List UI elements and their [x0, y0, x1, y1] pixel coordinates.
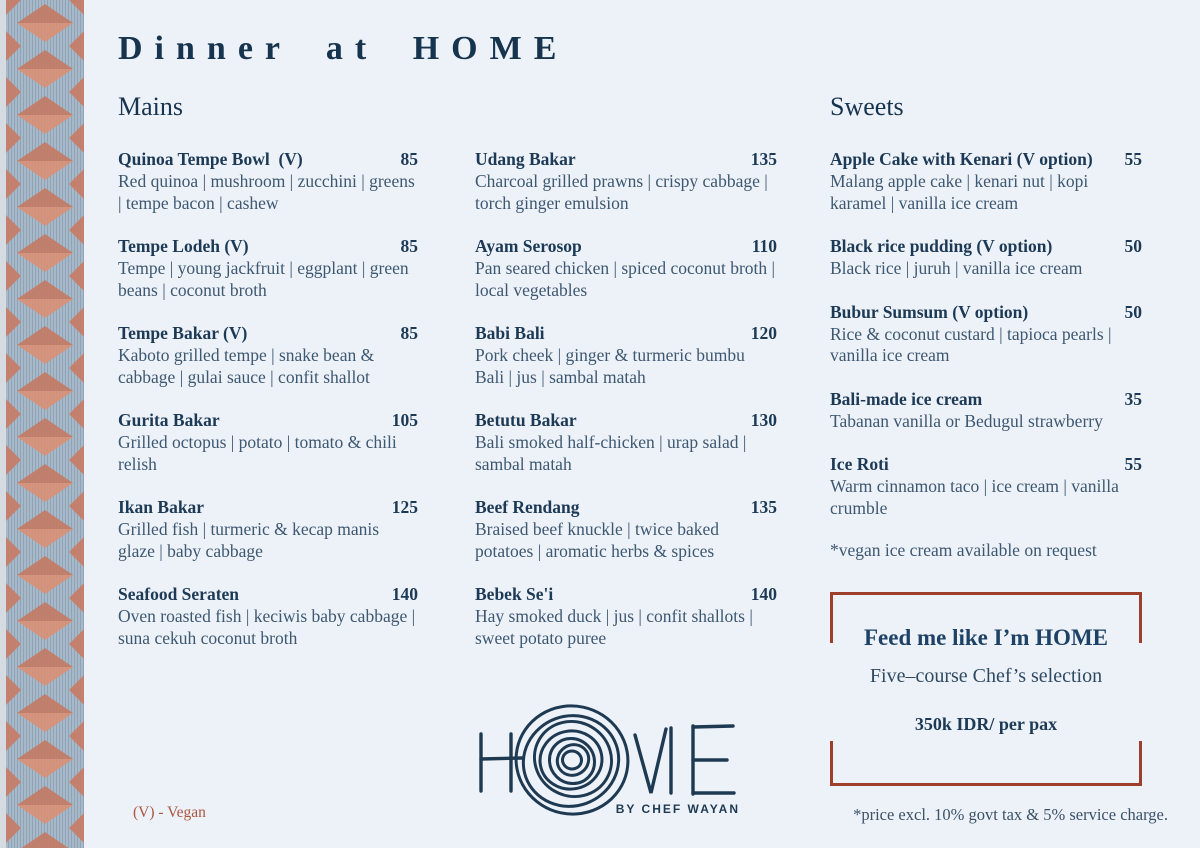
item-name: Quinoa Tempe Bowl (V) [118, 149, 303, 169]
item-price: 55 [1124, 454, 1142, 474]
menu-item-ayam-serosop [475, 235, 777, 301]
home-tree-rings-icon [462, 696, 740, 822]
item-description: Tabanan vanilla or Bedugul strawberry [830, 410, 1103, 431]
set-menu-price: 350k IDR/ per pax [914, 714, 1058, 734]
mains-column-2 [475, 92, 777, 670]
menu-item-udang-bakar [475, 148, 777, 214]
menu-item-beef-rendang [475, 496, 777, 562]
item-name: Ayam Serosop [475, 236, 582, 256]
item-price: 50 [1124, 236, 1142, 256]
item-name: Bali-made ice cream [830, 388, 983, 409]
vegan-ice-cream-note: *vegan ice cream available on request [830, 540, 1097, 560]
menu-item-bali-made-ice-cream [830, 388, 1142, 433]
home-logo [462, 696, 740, 822]
item-price: 125 [391, 497, 418, 517]
item-description: Hay smoked duck | jus | confit shallots | sweet potato puree [475, 606, 753, 648]
item-price: 55 [1124, 149, 1142, 169]
menu-item-black-rice-pudding [830, 235, 1142, 280]
item-name: Betutu Bakar [475, 410, 577, 430]
item-name: Bubur Sumsum (V option) [830, 301, 1029, 322]
item-price: 85 [400, 323, 418, 343]
mains-heading: Mains [118, 92, 183, 121]
menu-item-apple-cake [830, 148, 1142, 214]
menu-item-tempe-lodeh [118, 235, 418, 301]
item-description: Kaboto grilled tempe | snake bean & cabbage | gulai sauce | confit shallot [118, 345, 375, 387]
menu-item-bebek-sei [475, 583, 777, 649]
item-price: 140 [391, 584, 418, 604]
set-menu-title: Feed me like I’m HOME [863, 625, 1108, 650]
tax-note: *price excl. 10% govt tax & 5% service charge. [853, 805, 1168, 824]
item-name: Black rice pudding (V option) [830, 236, 1053, 256]
item-description: Pan seared chicken | spiced coconut broth | local vegetables [475, 258, 776, 300]
item-price: 130 [750, 410, 777, 430]
menu-item-seafood-seraten [118, 583, 418, 649]
menu-item-tempe-bakar [118, 322, 418, 388]
page-title: Dinner at HOME [118, 30, 569, 67]
mains-column-1 [118, 92, 418, 670]
batik-triangles-icon [6, 0, 84, 848]
item-name: Ice Roti [830, 454, 889, 474]
item-description: Red quinoa | mushroom | zucchini | greens | tempe bacon | cashew [118, 171, 415, 213]
vegan-legend: (V) - Vegan [133, 804, 206, 821]
sweets-column [830, 92, 1142, 561]
item-price: 85 [400, 149, 418, 169]
item-name: Bebek Se'i [475, 584, 554, 604]
item-description: Bali smoked half-chicken | urap salad | sambal matah [475, 432, 747, 474]
item-price: 85 [400, 236, 418, 256]
item-description: Oven roasted fish | keciwis baby cabbage | suna cekuh coconut broth [118, 606, 416, 648]
menu-item-ice-roti [830, 453, 1142, 519]
item-name: Babi Bali [475, 323, 545, 343]
item-name: Tempe Bakar (V) [118, 323, 248, 343]
item-price: 140 [750, 584, 777, 604]
batik-border-pattern [6, 0, 84, 848]
item-name: Beef Rendang [475, 497, 580, 517]
menu-item-babi-bali [475, 322, 777, 388]
menu-item-quinoa-tempe-bowl [118, 148, 418, 214]
menu-item-bubur-sumsum [830, 301, 1142, 367]
item-description: Grilled fish | turmeric & kecap manis glaze | baby cabbage [118, 519, 380, 561]
set-menu-subtitle: Five–course Chef’s selection [869, 665, 1103, 687]
item-price: 50 [1124, 301, 1142, 322]
item-description: Pork cheek | ginger & turmeric bumbu Bali | jus | sambal matah [475, 345, 745, 387]
menu-item-gurita-bakar [118, 409, 418, 475]
logo-tagline: BY CHEF WAYAN [615, 802, 740, 816]
item-name: Seafood Seraten [118, 584, 240, 604]
item-price: 120 [750, 323, 777, 343]
item-description: Rice & coconut custard | tapioca pearls | vanilla ice cream [830, 323, 1112, 365]
item-name: Ikan Bakar [118, 497, 205, 517]
item-price: 135 [750, 497, 777, 517]
item-name: Tempe Lodeh (V) [118, 236, 249, 256]
item-description: Braised beef knuckle | twice baked potatoes | aromatic herbs & spices [475, 519, 720, 561]
item-price: 135 [750, 149, 777, 169]
item-description: Charcoal grilled prawns | crispy cabbage | torch ginger emulsion [475, 171, 768, 213]
item-name: Udang Bakar [475, 149, 576, 169]
item-price: 110 [751, 236, 777, 256]
sweets-heading: Sweets [830, 92, 904, 121]
item-name: Apple Cake with Kenari (V option) [830, 149, 1093, 169]
menu-item-betutu-bakar [475, 409, 777, 475]
item-description: Black rice | juruh | vanilla ice cream [830, 258, 1083, 278]
item-name: Gurita Bakar [118, 410, 220, 430]
item-description: Grilled octopus | potato | tomato & chili relish [118, 432, 397, 474]
menu-item-ikan-bakar [118, 496, 418, 562]
item-price: 105 [391, 410, 418, 430]
box-bracket-bottom [830, 741, 1142, 786]
item-price: 35 [1124, 388, 1142, 409]
item-description: Tempe | young jackfruit | eggplant | green beans | coconut broth [118, 258, 409, 300]
batik-border [0, 0, 84, 848]
set-menu-box [830, 592, 1142, 786]
item-description: Malang apple cake | kenari nut | kopi karamel | vanilla ice cream [830, 171, 1089, 213]
item-description: Warm cinnamon taco | ice cream | vanilla crumble [830, 476, 1119, 518]
